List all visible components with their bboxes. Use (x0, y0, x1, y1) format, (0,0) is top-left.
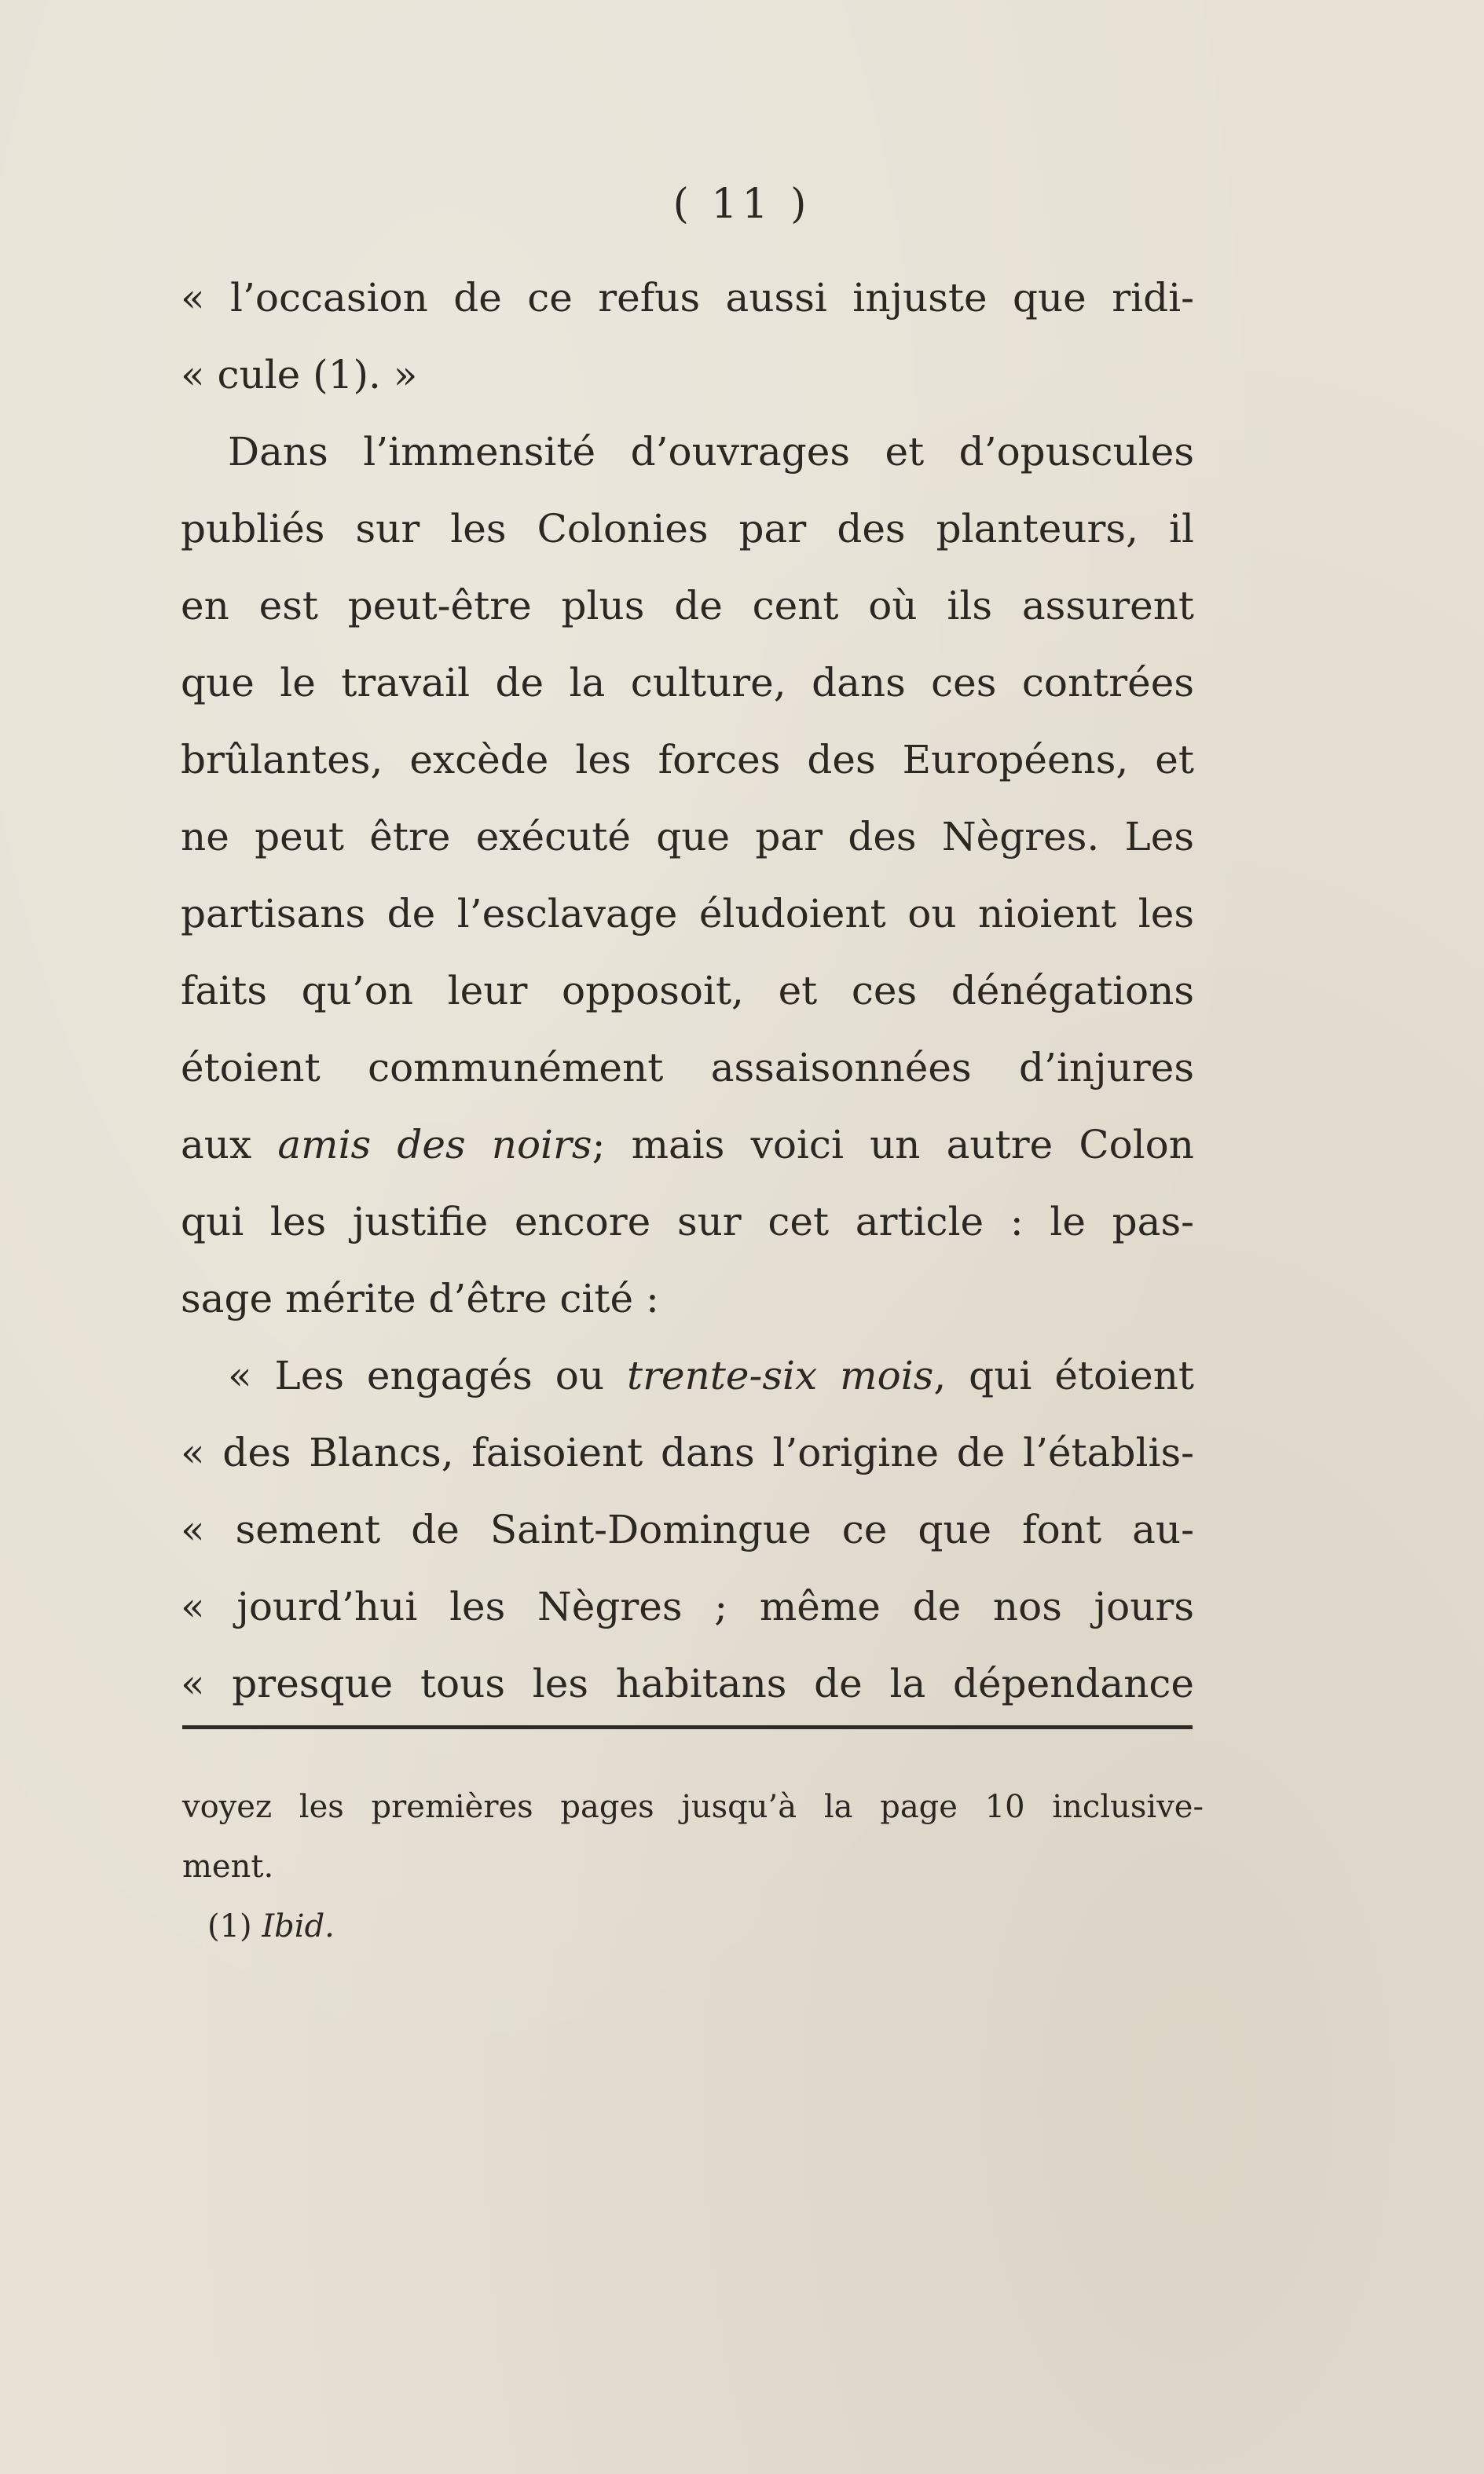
text-segment: qui les justifie encore sur cet article : le pas- (181, 1199, 1194, 1244)
text-line (181, 1260, 1194, 1337)
text-segment: étoient communément assaisonnées d’injures (181, 1045, 1194, 1090)
text-segment: « des Blancs, faisoient dans l’origine de l’établis- (181, 1430, 1194, 1475)
italic-text: Ibid. (262, 1908, 335, 1944)
text-line (181, 413, 1194, 490)
text-segment: « Les engagés ou (228, 1353, 628, 1398)
text-segment: aux (181, 1122, 278, 1167)
text-segment: (1) (207, 1908, 262, 1944)
text-line (181, 1106, 1194, 1183)
text-line (181, 1414, 1194, 1491)
text-line (181, 567, 1194, 644)
text-line (181, 1491, 1194, 1568)
text-line (181, 721, 1194, 798)
text-line (181, 644, 1194, 721)
text-segment: « l’occasion de ce refus aussi injuste que ridi- (181, 275, 1194, 321)
text-segment: ne peut être exécuté que par des Nègres. Les (181, 814, 1194, 859)
footnote-line (182, 1837, 1204, 1897)
text-line (181, 1337, 1194, 1414)
text-segment: voyez les premières pages jusqu’à la page 10 inclusive- (182, 1789, 1204, 1825)
text-segment: Dans l’immensité d’ouvrages et d’opuscules (228, 429, 1194, 475)
text-line (181, 1029, 1194, 1106)
italic-text: amis des noirs (277, 1122, 592, 1167)
text-segment: brûlantes, excède les forces des Européens, et (181, 737, 1194, 783)
footnote-line (182, 1777, 1204, 1837)
text-line (181, 798, 1194, 875)
page-number: ( 11 ) (672, 181, 812, 228)
footnote-line (182, 1897, 1204, 1956)
text-segment: faits qu’on leur opposoit, et ces dénégations (181, 968, 1194, 1013)
text-segment: partisans de l’esclavage éludoient ou nioient les (181, 891, 1194, 936)
text-line (181, 490, 1194, 567)
text-line (181, 336, 1194, 413)
text-segment: publiés sur les Colonies par des planteurs, il (181, 506, 1194, 552)
text-line (181, 875, 1194, 952)
text-segment: , qui étoient (933, 1353, 1194, 1398)
text-line (181, 952, 1194, 1029)
text-line (181, 1645, 1194, 1722)
italic-text: trente-six mois (627, 1353, 934, 1398)
text-segment: « presque tous les habitans de la dépendance (181, 1661, 1194, 1706)
text-line (181, 1183, 1194, 1260)
footnote-separator (182, 1725, 1193, 1729)
text-segment: « cule (1). » (181, 352, 418, 398)
footnotes (182, 1777, 1204, 1956)
body-text (181, 259, 1194, 1722)
text-line (181, 259, 1194, 336)
text-segment: ; mais voici un autre Colon (592, 1122, 1194, 1167)
text-line (181, 1568, 1194, 1645)
text-segment: « sement de Saint-Domingue ce que font au- (181, 1507, 1194, 1552)
text-segment: sage mérite d’être cité : (181, 1276, 659, 1321)
text-segment: « jourd’hui les Nègres ; même de nos jours (181, 1584, 1194, 1629)
text-segment: ment. (182, 1849, 274, 1885)
text-segment: en est peut-être plus de cent où ils assurent (181, 583, 1194, 629)
text-segment: que le travail de la culture, dans ces contrées (181, 660, 1194, 706)
